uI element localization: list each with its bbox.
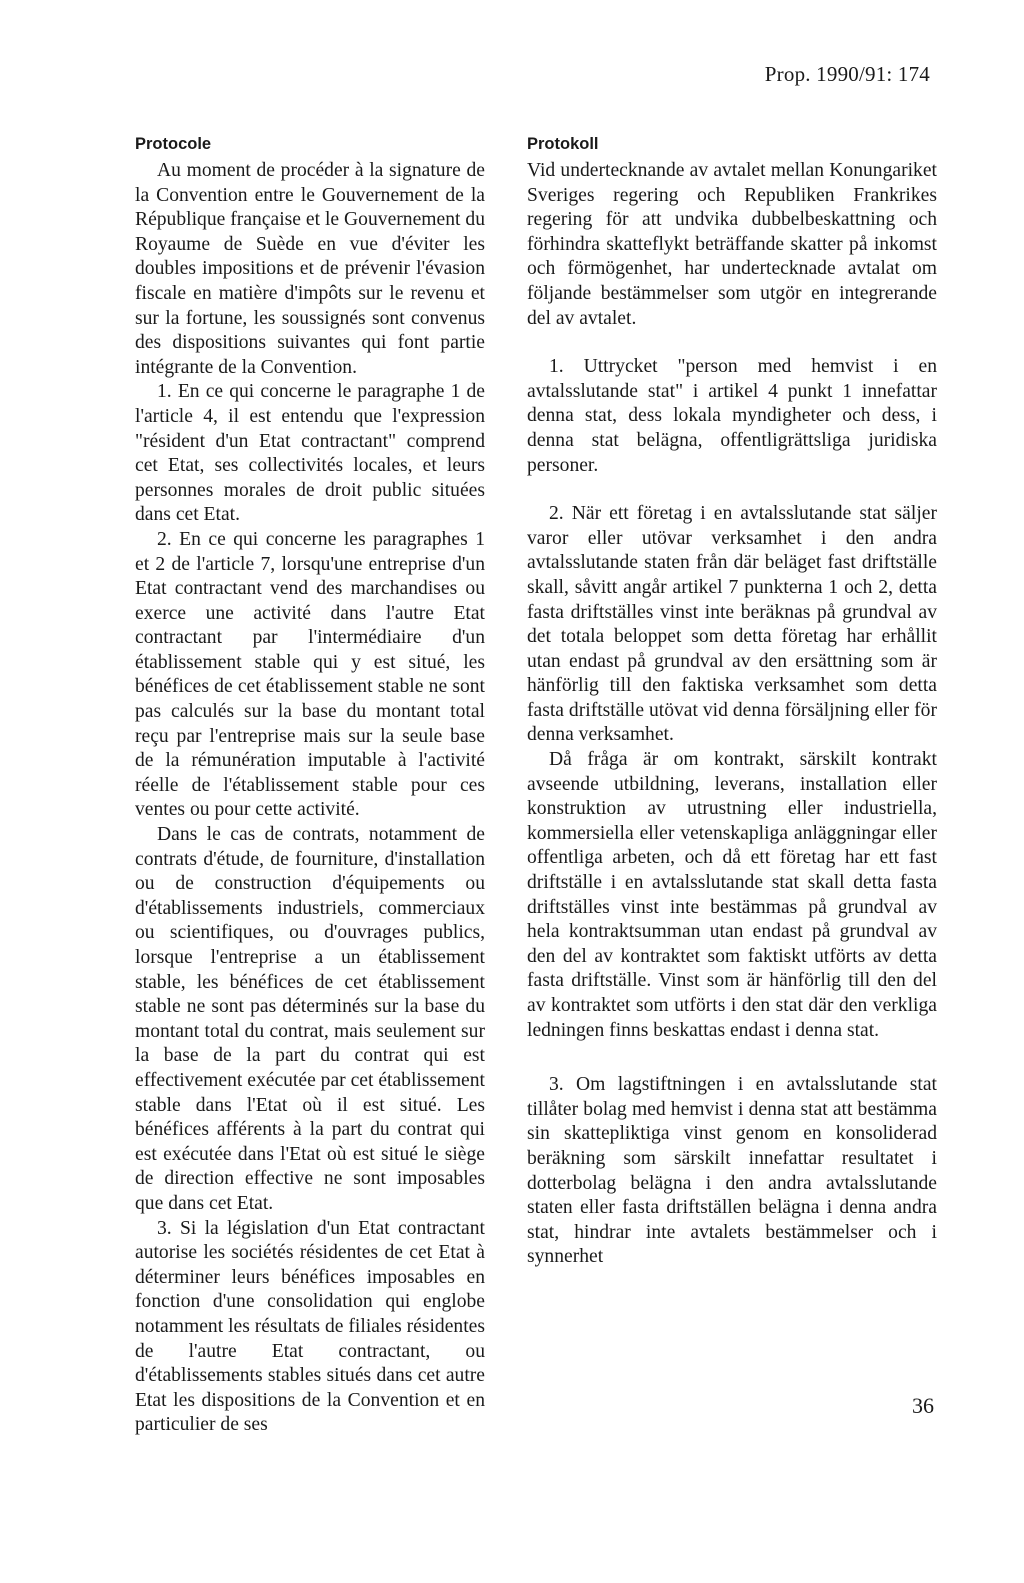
swedish-clause-2: 2. När ett företag i en avtalsslutande stat säljer varor eller utövar verksamhet i den andra avtalsslutande staten från där beläget fast driftställe skall, såvitt angår artikel 7 punkterna 1 och 2, detta fasta driftställes vinst inte beräknas på grundval av det totala beloppet som detta företag har erhållit utan endast på grundval av den ersättning som är hänförlig till den faktiska verksamhet som detta fasta driftställe utövat vid denna försäljning eller för denna verksamhet. [527, 503, 937, 746]
french-clause-2-contracts: Dans le cas de contrats, notamment de contrats d'étude, de fourniture, d'installation ou de construction d'équipements ou d'établissements industriels, commerciaux ou scientifiques, ou d'ouvrages publics, lorsque l'entreprise a un établissement stable, les bénéfices de cet établissement stable ne sont pas déterminés sur la base du montant total du contrat, mais seulement sur la base de la part du contrat qui est effectivement exécutée par cet établissement stable dans l'Etat où il est situé. Les bénéfices afférents à la part du contrat qui est exécutée dans l'Etat où est situé le siège de direction effective ne sont imposables que dans cet Etat. [135, 824, 485, 1214]
french-clause-1: 1. En ce qui concerne le paragraphe 1 de l'article 4, il est entendu que l'expression "résident d'un Etat contractant" comprend cet Etat, ses collectivités locales, et leurs personnes morales de droit public situées dans cet Etat. [135, 381, 485, 526]
document-reference: Prop. 1990/91: 174 [764, 62, 930, 86]
swedish-clause-3: 3. Om lagstiftningen i en avtalsslutande stat tillåter bolag med hemvist i denna stat att bestämma sin skattepliktiga vinst genom en konsoliderad beräkning som särskilt innefattar resultatet i dotterbolag belägna i den andra avtalsslutande staten eller fasta driftställen belägna i denna andra stat, hindrar inte avtalets bestämmelser och i synnerhet [527, 1074, 937, 1268]
swedish-intro-paragraph: Vid undertecknande av avtalet mellan Konungariket Sveriges regering och Republiken Frankrikes regering för att undvika dubbelbeskattning och förhindra skatteflykt beträffande skatter på inkomst och förmögenhet, har undertecknade avtalat om följande bestämmelser som utgör en integrerande del av avtalet. [527, 160, 937, 329]
page-number: 36 [912, 1393, 934, 1418]
swedish-heading: Protokoll [527, 135, 599, 153]
french-intro-paragraph: Au moment de procéder à la signature de la Convention entre le Gouvernement de la République française et le Gouvernement du Royaume de Suède en vue d'éviter les doubles impositions et de prévenir l'évasion fiscale en matière d'impôts sur le revenu et sur la fortune, les soussignés sont convenus des dispositions suivantes qui font partie intégrante de la Convention. [135, 160, 485, 378]
french-clause-2: 2. En ce qui concerne les paragraphes 1 et 2 de l'article 7, lorsqu'une entreprise d'un Etat contractant vend des marchandises ou exerce une activité dans l'autre Etat contractant par l'intermédiaire d'un établissement stable qui y est situé, les bénéfices de cet établissement stable ne sont pas calculés sur la base du montant total reçu par l'entreprise mais sur la seule base de la rémunération imputable à l'activité réelle de l'établissement stable pour ces ventes ou pour cette activité. [135, 528, 485, 821]
swedish-clause-2-contracts: Då fråga är om kontrakt, särskilt kontrakt avseende utbildning, leverans, installation eller konstruktion av utrustning eller industriella, kommersiella eller vetenskapliga anläggningar eller offentliga arbeten, och då ett företag har ett fast driftställe i en avtalsslutande stat skall detta fasta driftställes vinst inte bestämmas på grundval av hela kontraktsumman utan endast på grundval av den del av kontraktet som faktiskt utförts av detta fasta driftställe. Vinst som är hänförlig till den del av kontraktet som utförts i den stat där den verkliga ledningen finns beskattas endast i denna stat. [527, 749, 937, 1041]
swedish-clause-1: 1. Uttrycket "person med hemvist i en avtalsslutande stat" i artikel 4 punkt 1 innefattar denna stat, dess lokala myndigheter och dess, i denna stat belägna, offentligrättsliga juridiska personer. [527, 356, 937, 476]
french-clause-3: 3. Si la législation d'un Etat contractant autorise les sociétés résidentes de cet Etat à déterminer leurs bénéfices imposables en fonction d'une consolidation qui englobe notamment les résultats de filiales résidentes de l'autre Etat contractant, ou d'établissements stables situés dans cet autre Etat les dispositions de la Convention et en particulier de ses [135, 1217, 485, 1436]
french-heading: Protocole [135, 135, 212, 153]
french-protocol-column [135, 132, 485, 1438]
swedish-protocol-column [527, 132, 937, 1270]
